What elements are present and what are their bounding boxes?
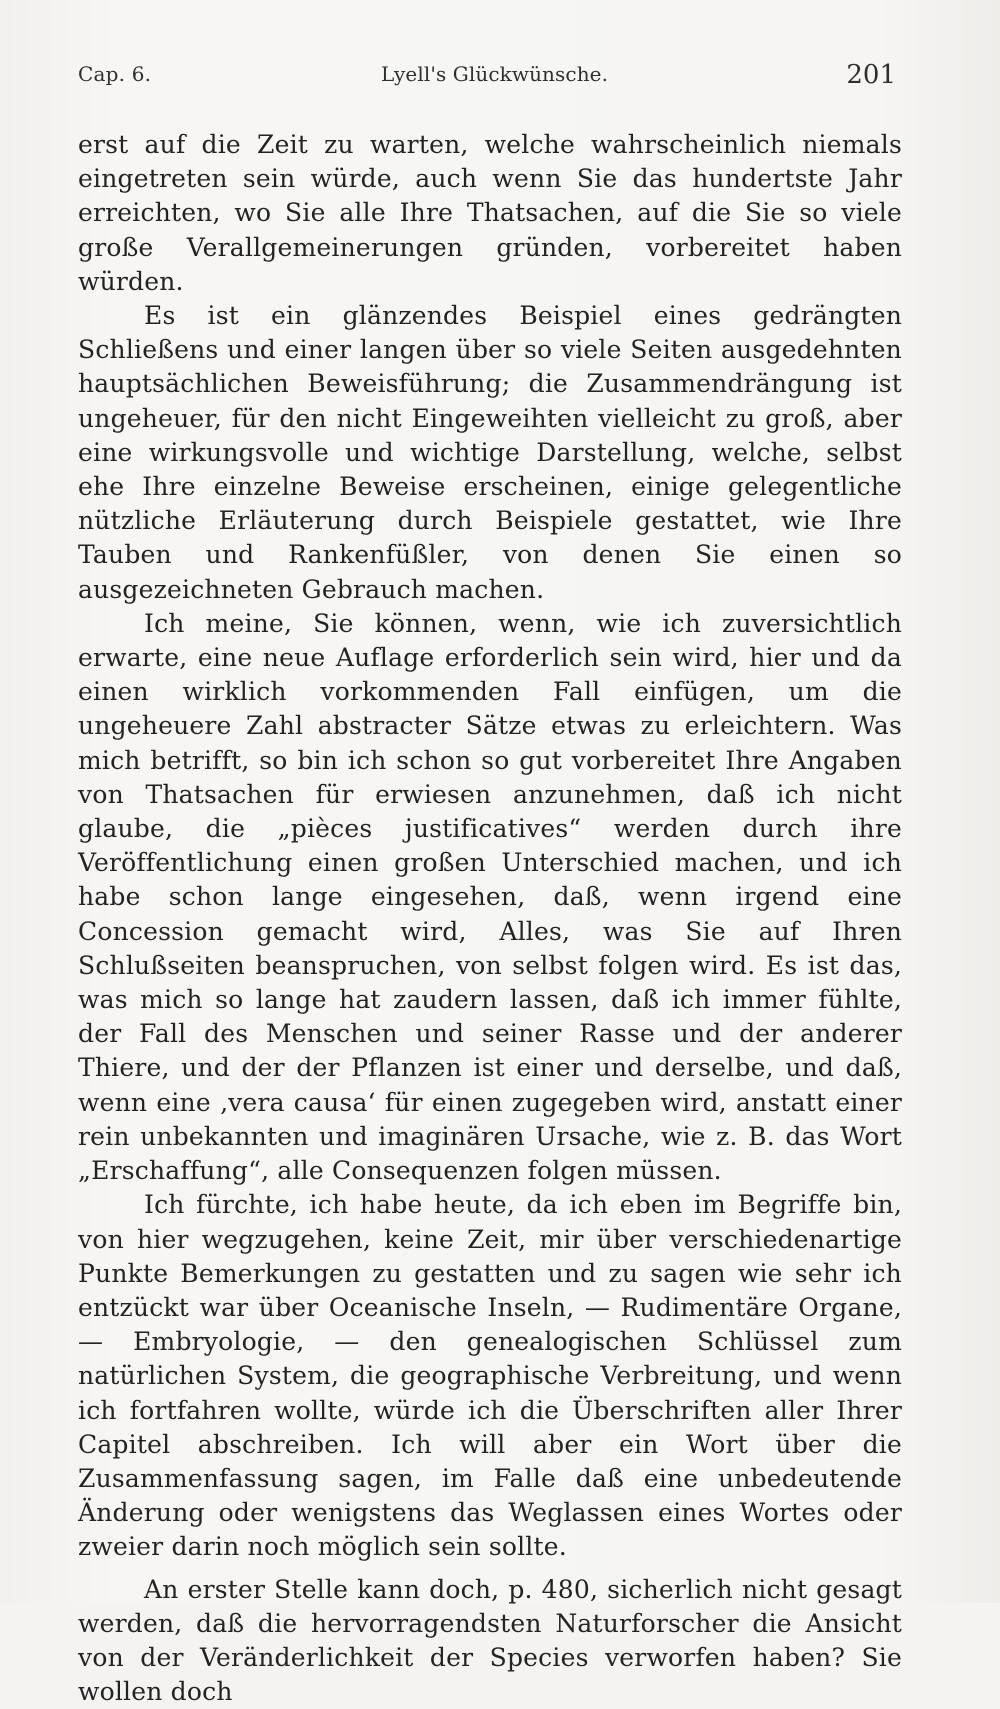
paragraph-5: An erster Stelle kann doch, p. 480, sicherlich nicht gesagt werden, daß die hervorragendsten Naturforscher die Ansicht von der Veränderlichkeit der Species verworfen haben? Sie wollen doch (78, 1574, 902, 1707)
paragraph-2: Es ist ein glänzendes Beispiel eines gedrängten Schließens und einer langen über so viele Seiten ausgedehnten hauptsächlichen Beweisführung; die Zusammendrängung ist ungeheuer, für den nicht Eingeweihten vielleicht zu groß, aber eine wirkungsvolle und wichtige Darstellung, welche, selbst ehe Ihre einzelne Beweise erscheinen, einige gelegentliche nützliche Erläuterung durch Beispiele gestattet, wie Ihre Tauben und Rankenfüßler, von denen Sie einen so ausgezeichneten Gebrauch machen. (78, 301, 902, 604)
body-text (78, 128, 902, 1709)
running-title: Lyell's Glückwünsche. (381, 62, 609, 86)
paragraph-1: erst auf die Zeit zu warten, welche wahrscheinlich niemals eingetreten sein würde, auch wenn Sie das hundertste Jahr erreichten, wo Sie alle Ihre Thatsachen, auf die Sie so viele große Verallgemeinerungen gründen, vorbereitet haben würden. (78, 130, 902, 296)
page-number: 201 (846, 60, 896, 90)
paragraph-4: Ich fürchte, ich habe heute, da ich eben im Begriffe bin, von hier wegzugehen, keine Zeit, mir über verschiedenartige Punkte Bemerkungen zu gestatten und zu sagen wie sehr ich entzückt war über Oceanische Inseln, — Rudimentäre Organe, — Embryologie, — den genealogischen Schlüssel zum natürlichen System, die geographische Verbreitung, und wenn ich fortfahren wollte, würde ich die Überschriften aller Ihrer Capitel abschreiben. Ich will aber ein Wort über die Zusammenfassung sagen, im Falle daß eine unbedeutende Änderung oder wenigstens das Weglassen eines Wortes oder zweier darin noch möglich sein sollte. (78, 1190, 902, 1562)
running-header (78, 60, 896, 100)
paragraph-3: Ich meine, Sie können, wenn, wie ich zuversichtlich erwarte, eine neue Auflage erforderlich sein wird, hier und da einen wirklich vorkommenden Fall einfügen, um die ungeheuere Zahl abstracter Sätze etwas zu erleichtern. Was mich betrifft, so bin ich schon so gut vorbereitet Ihre Angaben von Thatsachen für erwiesen anzunehmen, daß ich nicht glaube, die „pièces justificatives“ werden durch ihre Veröffentlichung einen großen Unterschied machen, und ich habe schon lange eingesehen, daß, wenn irgend eine Concession gemacht wird, Alles, was Sie auf Ihren Schlußseiten beanspruchen, von selbst folgen wird. Es ist das, was mich so lange hat zaudern lassen, daß ich immer fühlte, der Fall des Menschen und seiner Rasse und der anderer Thiere, und der der Pflanzen ist einer und derselbe, und daß, wenn eine ‚vera causa‘ für einen zugegeben wird, anstatt einer rein unbekannten und imaginären Ursache, wie z. B. das Wort „Erschaffung“, alle Consequenzen folgen müssen. (78, 608, 902, 1186)
chapter-label: Cap. 6. (78, 62, 152, 86)
